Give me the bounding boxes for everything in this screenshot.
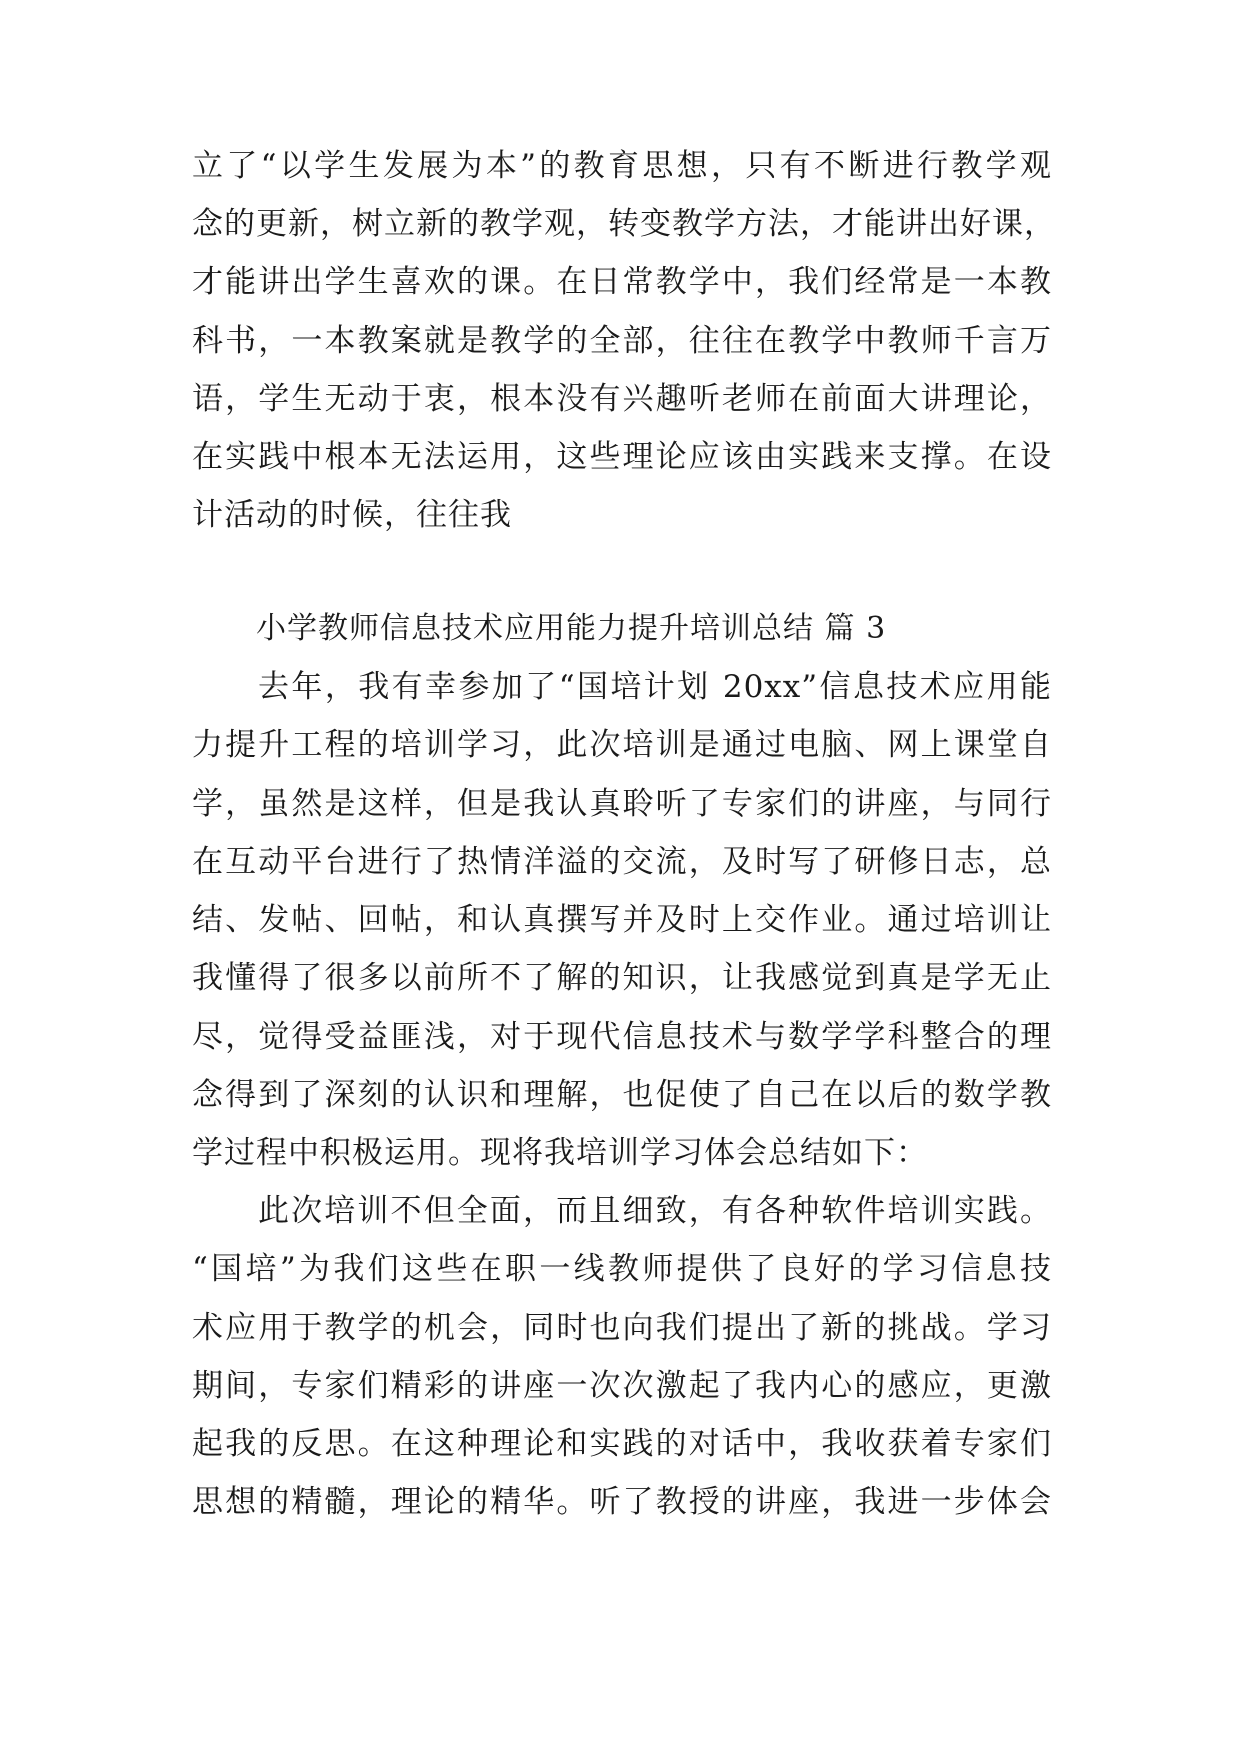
paragraph-line: 科书，一本教案就是教学的全部，往往在教学中教师千言万 — [192, 323, 1052, 359]
paragraph-line: “国培”为我们这些在职一线教师提供了良好的学习信息技 — [192, 1251, 1052, 1287]
paragraph-line: 念的更新，树立新的教学观，转变教学方法，才能讲出好课， — [192, 206, 1056, 242]
paragraph-line: 语，学生无动于衷，根本没有兴趣听老师在前面大讲理论， — [192, 381, 1052, 417]
paragraph-line: 在实践中根本无法运用，这些理论应该由实践来支撑。在设 — [192, 439, 1052, 475]
paragraph-line: 计活动的时候，往往我 — [192, 497, 512, 533]
paragraph-line: 去年，我有幸参加了“国培计划 20xx”信息技术应用能 — [258, 669, 1052, 705]
paragraph-line: 结、发帖、回帖，和认真撰写并及时上交作业。通过培训让 — [192, 902, 1052, 938]
paragraph-line: 期间，专家们精彩的讲座一次次激起了我内心的感应，更激 — [192, 1368, 1052, 1404]
paragraph-line: 立了“以学生发展为本”的教育思想，只有不断进行教学观 — [192, 148, 1052, 184]
paragraph-line: 在互动平台进行了热情洋溢的交流，及时写了研修日志，总 — [192, 844, 1052, 880]
paragraph-line: 才能讲出学生喜欢的课。在日常教学中，我们经常是一本教 — [192, 264, 1052, 300]
paragraph-line: 术应用于教学的机会，同时也向我们提出了新的挑战。学习 — [192, 1310, 1052, 1346]
paragraph-line: 我懂得了很多以前所不了解的知识，让我感觉到真是学无止 — [192, 960, 1052, 996]
paragraph-line: 起我的反思。在这种理论和实践的对话中，我收获着专家们 — [192, 1426, 1052, 1462]
paragraph-line: 力提升工程的培训学习，此次培训是通过电脑、网上课堂自 — [192, 727, 1052, 763]
paragraph-line: 思想的精髓，理论的精华。听了教授的讲座，我进一步体会 — [192, 1484, 1052, 1520]
paragraph-line: 学过程中积极运用。现将我培训学习体会总结如下： — [192, 1135, 928, 1171]
paragraph-line: 念得到了深刻的认识和理解，也促使了自己在以后的数学教 — [192, 1077, 1052, 1113]
paragraph-line: 学，虽然是这样，但是我认真聆听了专家们的讲座，与同行 — [192, 786, 1052, 822]
paragraph-line: 尽，觉得受益匪浅，对于现代信息技术与数学学科整合的理 — [192, 1019, 1052, 1055]
paragraph-line: 此次培训不但全面，而且细致，有各种软件培训实践。 — [258, 1193, 1052, 1229]
section-title: 小学教师信息技术应用能力提升培训总结 篇 3 — [256, 611, 887, 646]
